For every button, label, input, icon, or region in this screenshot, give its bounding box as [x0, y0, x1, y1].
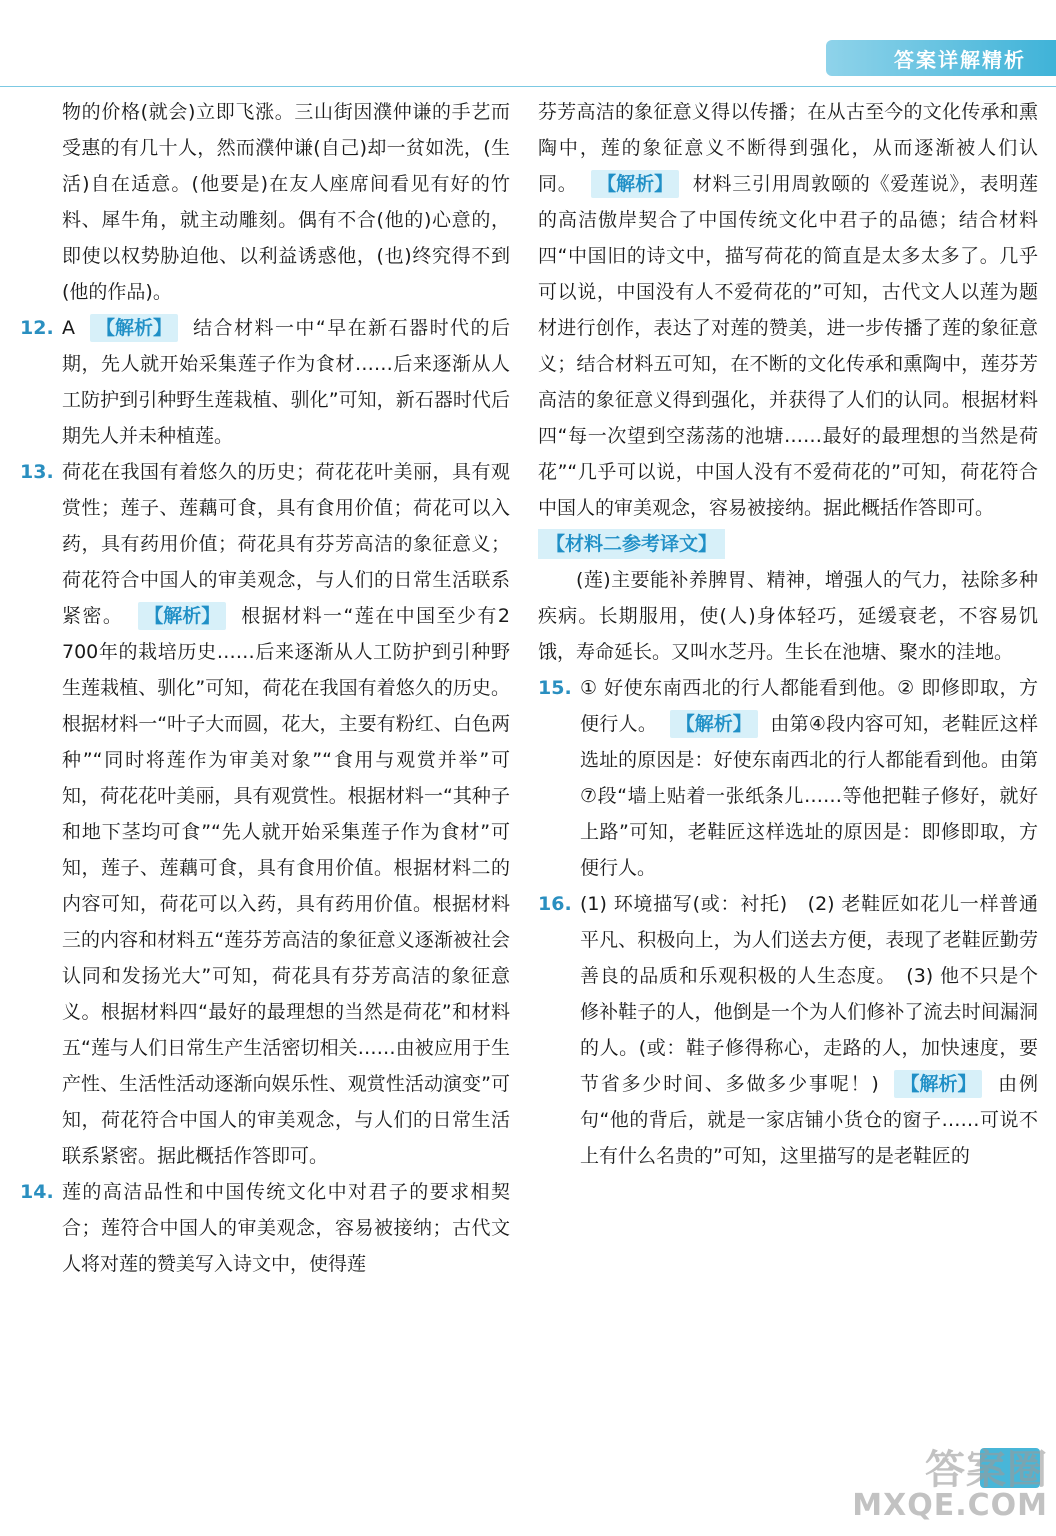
- question-14: [20, 1174, 510, 1282]
- analysis-text: 由例句“他的背后，就是一家店铺小货仓的窗子……可说不上有什么名贵的”可知，这里描写的是老鞋匠的: [580, 1073, 1038, 1167]
- question-number: 15.: [538, 677, 572, 699]
- question-number: 14.: [20, 1181, 54, 1203]
- header-rule: [0, 86, 1056, 87]
- question-13: [20, 454, 510, 1174]
- question-15: [538, 670, 1038, 886]
- analysis-tag: 【解析】: [90, 314, 178, 342]
- right-column: [538, 94, 1038, 1174]
- reference-translation-title: 【材料二参考译文】: [538, 529, 725, 559]
- reference-translation-text: (莲)主要能补养脾胃、精神，增强人的气力，祛除多种疾病。长期服用，使(人)身体轻巧，延缓衰老，不容易饥饿，寿命延长。又叫水芝丹。生长在池塘、聚水的洼地。: [538, 569, 1038, 663]
- analysis-tag: 【解析】: [670, 710, 758, 738]
- answer-text: 荷花在我国有着悠久的历史；荷花花叶美丽，具有观赏性；莲子、莲藕可食，具有食用价值；荷花可以入药，具有药用价值；荷花具有芬芳高洁的象征意义；荷花符合中国人的审美观念，与人们的日常生活联系紧密。: [62, 461, 510, 627]
- analysis-text: 结合材料一中“早在新石器时代的后期，先人就开始采集莲子作为食材……后来逐渐从人工防护到引种野生莲栽植、驯化”可知，新石器时代后期先人并未种植莲。: [62, 317, 510, 447]
- watermark: [852, 1447, 1048, 1523]
- header-banner: [826, 40, 1056, 76]
- answer-text: ① 好使东南西北的行人都能看到他。② 即修即取，方便行人。: [580, 677, 1038, 735]
- question-number: 16.: [538, 893, 572, 915]
- question-14-continued: [538, 94, 1038, 526]
- question-16: [538, 886, 1038, 1174]
- analysis-tag: 【解析】: [138, 602, 226, 630]
- answer-text: 莲的高洁品性和中国传统文化中对君子的要求相契合；莲符合中国人的审美观念，容易被接纳；古代文人将对莲的赞美写入诗文中，使得莲: [62, 1181, 510, 1275]
- watermark-logo: 答案圈: [925, 1447, 1048, 1493]
- question-number: 13.: [20, 461, 54, 483]
- left-column: [20, 94, 510, 1282]
- banner-title: 答案详解精析: [894, 48, 1026, 72]
- answer-text: (1) 环境描写(或：衬托) (2) 老鞋匠如花儿一样普通平凡、积极向上，为人们送去方便，表现了老鞋匠勤劳善良的品质和乐观积极的人生态度。 (3) 他不只是个修补鞋子的人，他倒是一个为人们修补了流去时间漏洞的人。(或：鞋子修得称心，走路的人，加快速度，要节省多少时间、多做多少事呢！): [580, 893, 1038, 1095]
- analysis-text: 根据材料一“莲在中国至少有2 700年的栽培历史……后来逐渐从人工防护到引种野生莲栽植、驯化”可知，荷花在我国有着悠久的历史。根据材料一“叶子大而圆，花大，主要有粉红、白色两种”“同时将莲作为审美对象”“食用与观赏并举”可知，荷花花叶美丽，具有观赏性。根据材料一“其种子和地下茎均可食”“先人就开始采集莲子作为食材”可知，莲子、莲藕可食，具有食用价值。根据材料二的内容可知，荷花可以入药，具有药用价值。根据材料三的内容和材料五“莲芬芳高洁的象征意义逐渐被社会认同和发扬光大”可知，荷花具有芬芳高洁的象征意义。根据材料四“最好的最理想的当然是荷花”和材料五“莲与人们日常生产生活密切相关……由被应用于生产性、生活性活动逐渐向娱乐性、观赏性活动演变”可知，荷花符合中国人的审美观念，与人们的日常生活联系紧密。据此概括作答即可。: [62, 605, 510, 1167]
- analysis-tag: 【解析】: [894, 1070, 982, 1098]
- analysis-text: 材料三引用周敦颐的《爱莲说》，表明莲的高洁傲岸契合了中国传统文化中君子的品德；结合材料四“中国旧的诗文中，描写荷花的简直是太多太多了。几乎可以说，中国没有人不爱荷花的”可知，古代文人以莲为题材进行创作，表达了对莲的赞美，进一步传播了莲的象征意义；结合材料五可知，在不断的文化传承和熏陶中，莲芬芳高洁的象征意义得到强化，并获得了人们的认同。根据材料四“每一次望到空荡荡的池塘……最好的最理想的当然是荷花”“几乎可以说，中国人没有不爱荷花的”可知，荷花符合中国人的审美观念，容易被接纳。据此概括作答即可。: [538, 173, 1038, 519]
- answer-text: A: [62, 317, 75, 339]
- analysis-text: 由第④段内容可知，老鞋匠这样选址的原因是：好使东南西北的行人都能看到他。由第⑦段“墙上贴着一张纸条儿……等他把鞋子修好，就好上路”可知，老鞋匠这样选址的原因是：即修即取，方便行人。: [580, 713, 1038, 879]
- question-12: [20, 310, 510, 454]
- watermark-url: MXQE.COM: [852, 1488, 1048, 1523]
- translation-continued: 物的价格(就会)立即飞涨。三山街因濮仲谦的手艺而受惠的有几十人，然而濮仲谦(自己)却一贫如洗，(生活)自在适意。(他要是)在友人座席间看见有好的竹料、犀牛角，就主动雕刻。偶有不合(他的)心意的，即使以权势胁迫他、以利益诱惑他，(也)终究得不到(他的作品)。: [62, 101, 510, 303]
- answer-text-continued: 芬芳高洁的象征意义得以传播；在从古至今的文化传承和熏陶中，莲的象征意义不断得到强化，从而逐渐被人们认同。: [538, 101, 1038, 195]
- question-number: 12.: [20, 317, 54, 339]
- analysis-tag: 【解析】: [591, 170, 679, 198]
